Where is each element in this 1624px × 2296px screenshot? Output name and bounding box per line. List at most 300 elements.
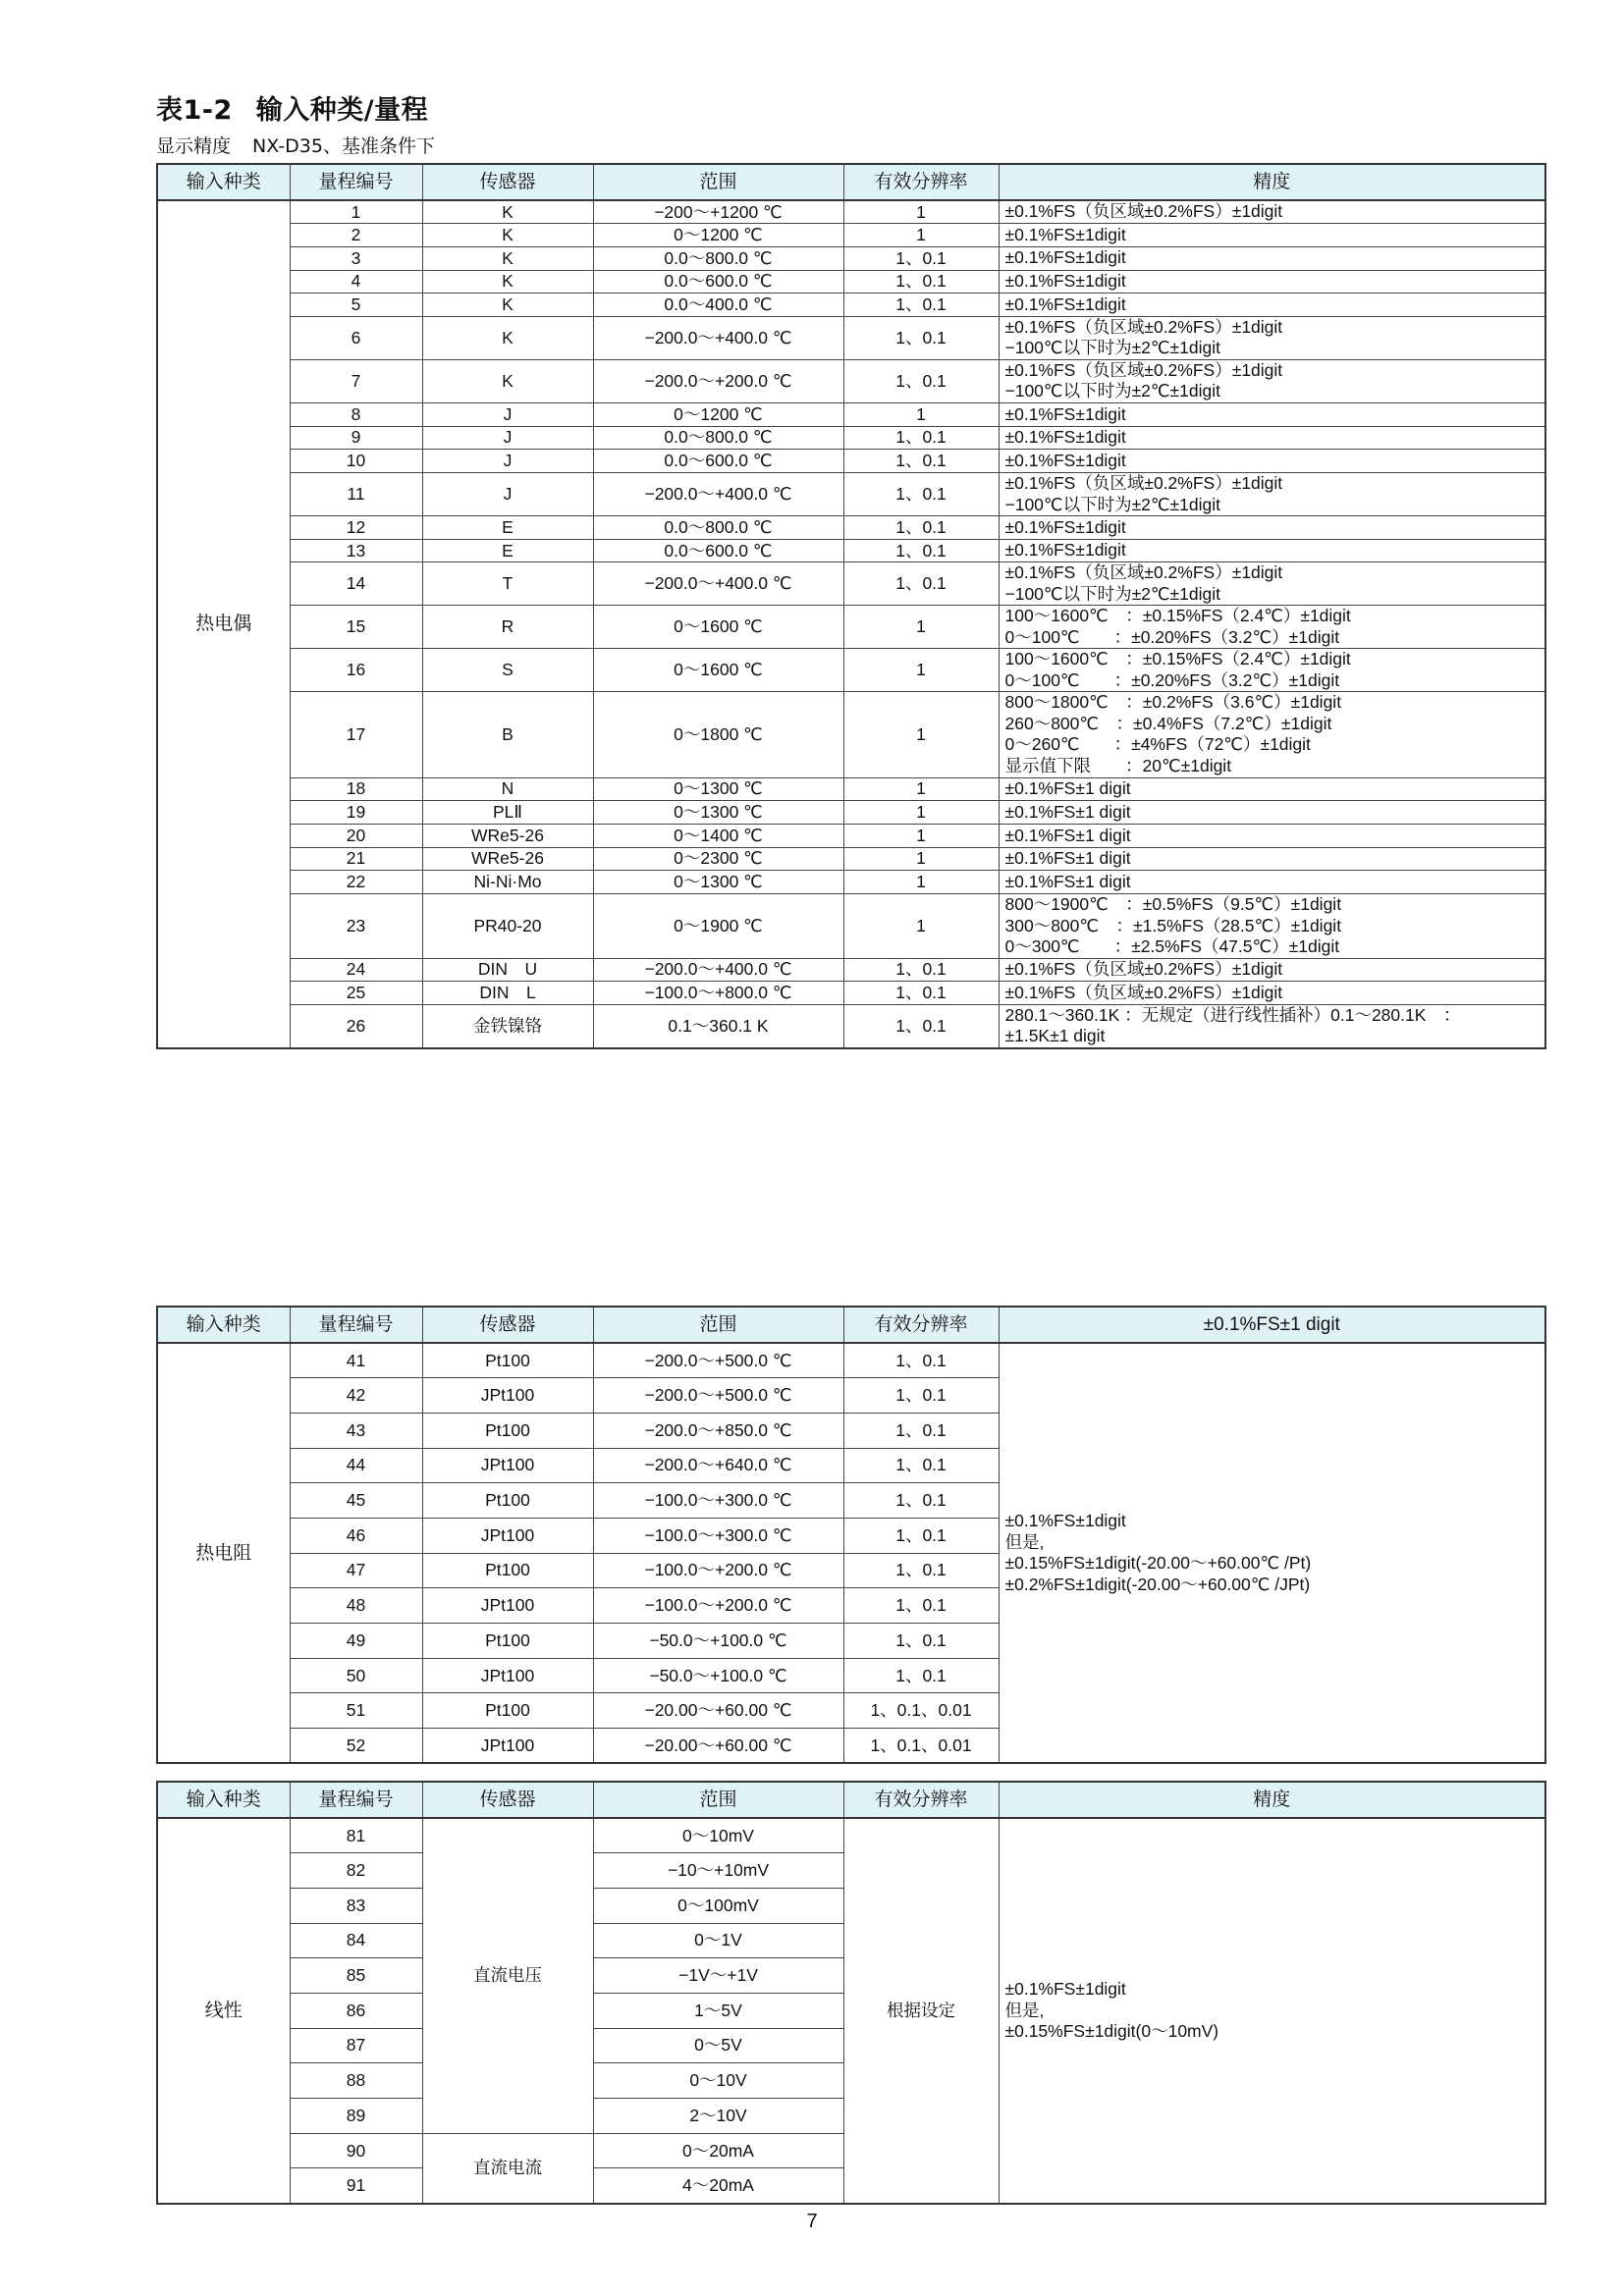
range-cell: 0～20mA (593, 2133, 843, 2168)
range-number-cell: 6 (290, 316, 422, 359)
resolution-cell: 1、0.1 (843, 1004, 999, 1048)
sensor-cell: Pt100 (422, 1483, 593, 1519)
resolution-cell: 1、0.1 (843, 1553, 999, 1588)
table-title-text: 输入种类/量程 (255, 95, 429, 126)
sensor-cell: E (422, 516, 593, 540)
table-row (157, 270, 1545, 294)
range-cell: 2～10V (593, 2099, 843, 2134)
accuracy-line: ±0.1%FS±1digit (1004, 516, 1126, 537)
accuracy-cell (999, 1818, 1545, 2204)
accuracy-cell (999, 801, 1545, 825)
table-row (157, 246, 1545, 270)
range-number-cell: 26 (290, 1004, 422, 1048)
linear-table (156, 1781, 1546, 2205)
resolution-cell: 1、0.1 (843, 516, 999, 540)
table-row (157, 450, 1545, 473)
sensor-cell: JPt100 (422, 1658, 593, 1693)
table-row (157, 777, 1545, 801)
accuracy-line: ±0.1%FS±1 digit (1004, 801, 1131, 822)
resolution-cell: 1、0.1 (843, 562, 999, 606)
accuracy-line: ±0.1%FS±1digit (1004, 271, 1126, 292)
accuracy-line: ±0.1%FS（负区域±0.2%FS）±1digit (1004, 359, 1283, 380)
accuracy-cell (999, 562, 1545, 606)
header-sensor: 传感器 (422, 164, 593, 200)
table-row (157, 606, 1545, 649)
accuracy-line: 100～1600℃ ：±0.15%FS（2.4℃）±1digit (1004, 649, 1351, 669)
range-cell: 4～20mA (593, 2168, 843, 2204)
sensor-cell: S (422, 649, 593, 692)
sensor-cell: Pt100 (422, 1553, 593, 1588)
input-type-cell: 热电偶 (157, 200, 290, 1048)
rtd-table (156, 1306, 1546, 1764)
range-number-cell: 91 (290, 2168, 422, 2204)
accuracy-line: ±0.1%FS±1 digit (1004, 871, 1131, 891)
range-number-cell: 10 (290, 450, 422, 473)
accuracy-line: 0～100℃ ：±0.20%FS（3.2℃）±1digit (1004, 626, 1340, 647)
sensor-cell: WRe5-26 (422, 824, 593, 847)
sensor-cell: 直流电压 (422, 1818, 593, 2133)
table-row (157, 473, 1545, 516)
accuracy-line: 0～260℃ ：±4%FS（72℃）±1digit (1004, 734, 1311, 755)
range-number-cell: 13 (290, 539, 422, 562)
accuracy-line: ±0.1%FS（负区域±0.2%FS）±1digit (1004, 473, 1283, 493)
header-range-number: 量程编号 (290, 1307, 422, 1343)
header-sensor: 传感器 (422, 1782, 593, 1818)
table-row (157, 316, 1545, 359)
range-number-cell: 88 (290, 2063, 422, 2099)
sensor-cell: E (422, 539, 593, 562)
sensor-cell: JPt100 (422, 1378, 593, 1414)
accuracy-cell (999, 516, 1545, 540)
table-row (157, 200, 1545, 224)
table-row (157, 847, 1545, 871)
range-cell: −200.0～+200.0 ℃ (593, 359, 843, 402)
range-number-cell: 1 (290, 200, 422, 224)
resolution-cell: 1、0.1 (843, 1624, 999, 1659)
resolution-cell: 1 (843, 894, 999, 959)
range-number-cell: 51 (290, 1693, 422, 1729)
range-cell: −20.00～+60.00 ℃ (593, 1729, 843, 1764)
sensor-cell: DIN U (422, 958, 593, 982)
accuracy-line: ±0.1%FS±1digit (1004, 1511, 1126, 1531)
accuracy-line: 但是, (1004, 1531, 1045, 1552)
table-row (157, 824, 1545, 847)
header-resolution: 有效分辨率 (843, 1782, 999, 1818)
range-cell: 1～5V (593, 1993, 843, 2028)
accuracy-cell (999, 692, 1545, 777)
accuracy-line: 0～100℃ ：±0.20%FS（3.2℃）±1digit (1004, 669, 1340, 690)
resolution-cell: 1、0.1 (843, 1658, 999, 1693)
range-number-cell: 50 (290, 1658, 422, 1693)
range-number-cell: 24 (290, 958, 422, 982)
range-cell: −1V～+1V (593, 1958, 843, 1994)
range-cell: 0.0～800.0 ℃ (593, 246, 843, 270)
sensor-cell: J (422, 426, 593, 450)
accuracy-cell (999, 958, 1545, 982)
accuracy-line: ±0.1%FS（负区域±0.2%FS）±1digit (1004, 982, 1283, 1002)
range-number-cell: 48 (290, 1588, 422, 1624)
accuracy-cell (999, 316, 1545, 359)
accuracy-cell (999, 847, 1545, 871)
range-number-cell: 22 (290, 871, 422, 894)
header-range-number: 量程编号 (290, 164, 422, 200)
accuracy-cell (999, 224, 1545, 247)
range-number-cell: 14 (290, 562, 422, 606)
range-number-cell: 2 (290, 224, 422, 247)
accuracy-line: ±0.1%FS±1digit (1004, 427, 1126, 448)
sensor-cell: J (422, 473, 593, 516)
table-row (157, 982, 1545, 1005)
resolution-cell: 1、0.1、0.01 (843, 1693, 999, 1729)
sensor-cell: K (422, 294, 593, 317)
range-cell: −20.00～+60.00 ℃ (593, 1693, 843, 1729)
resolution-cell: 1、0.1 (843, 270, 999, 294)
range-number-cell: 42 (290, 1378, 422, 1414)
accuracy-line: −100℃以下时为±2℃±1digit (1004, 494, 1221, 514)
header-accuracy: 精度 (999, 1782, 1545, 1818)
sensor-cell: B (422, 692, 593, 777)
table-header-row (157, 1782, 1545, 1818)
resolution-cell: 1、0.1 (843, 982, 999, 1005)
range-number-cell: 89 (290, 2099, 422, 2134)
range-number-cell: 3 (290, 246, 422, 270)
accuracy-line: 800～1800℃ ：±0.2%FS（3.6℃）±1digit (1004, 692, 1342, 713)
header-resolution: 有效分辨率 (843, 1307, 999, 1343)
range-cell: −200.0～+400.0 ℃ (593, 473, 843, 516)
table-row (157, 1004, 1545, 1048)
range-cell: 0.0～600.0 ℃ (593, 450, 843, 473)
resolution-cell: 1 (843, 801, 999, 825)
range-number-cell: 82 (290, 1853, 422, 1889)
resolution-cell: 1 (843, 224, 999, 247)
range-cell: 0.1～360.1 K (593, 1004, 843, 1048)
sensor-cell: K (422, 359, 593, 402)
accuracy-cell (999, 649, 1545, 692)
range-cell: −100.0～+800.0 ℃ (593, 982, 843, 1005)
range-cell: 0～10V (593, 2063, 843, 2099)
accuracy-line: −100℃以下时为±2℃±1digit (1004, 381, 1221, 401)
sensor-cell: Pt100 (422, 1693, 593, 1729)
header-accuracy: ±0.1%FS±1 digit (999, 1307, 1545, 1343)
range-cell: 0～2300 ℃ (593, 847, 843, 871)
accuracy-cell (999, 294, 1545, 317)
accuracy-cell (999, 606, 1545, 649)
resolution-cell: 1、0.1 (843, 1343, 999, 1378)
range-cell: 0～1200 ℃ (593, 402, 843, 426)
resolution-cell: 1 (843, 871, 999, 894)
resolution-cell: 1 (843, 692, 999, 777)
accuracy-line: 100～1600℃ ：±0.15%FS（2.4℃）±1digit (1004, 606, 1351, 626)
accuracy-line: ±0.1%FS±1 digit (1004, 825, 1131, 845)
range-cell: 0～100mV (593, 1888, 843, 1923)
accuracy-line: ±0.1%FS±1digit (1004, 294, 1126, 314)
accuracy-line: −100℃以下时为±2℃±1digit (1004, 338, 1221, 358)
range-number-cell: 87 (290, 2028, 422, 2063)
range-number-cell: 46 (290, 1518, 422, 1553)
sensor-cell: K (422, 316, 593, 359)
table-row (157, 359, 1545, 402)
range-number-cell: 84 (290, 1923, 422, 1958)
table-row (157, 426, 1545, 450)
range-number-cell: 16 (290, 649, 422, 692)
range-number-cell: 5 (290, 294, 422, 317)
range-cell: 0～1400 ℃ (593, 824, 843, 847)
range-cell: −100.0～+200.0 ℃ (593, 1588, 843, 1624)
resolution-cell: 1、0.1 (843, 1448, 999, 1483)
resolution-cell: 1、0.1 (843, 426, 999, 450)
range-number-cell: 20 (290, 824, 422, 847)
range-cell: 0～1600 ℃ (593, 606, 843, 649)
header-range: 范围 (593, 1307, 843, 1343)
range-cell: −200～+1200 ℃ (593, 200, 843, 224)
table-row (157, 516, 1545, 540)
accuracy-cell (999, 824, 1545, 847)
accuracy-line: 0～300℃ ：±2.5%FS（47.5℃）±1digit (1004, 936, 1340, 956)
range-number-cell: 19 (290, 801, 422, 825)
range-number-cell: 9 (290, 426, 422, 450)
accuracy-line: ±0.1%FS±1digit (1004, 224, 1126, 244)
resolution-cell: 1、0.1 (843, 539, 999, 562)
header-range: 范围 (593, 1782, 843, 1818)
range-number-cell: 21 (290, 847, 422, 871)
range-number-cell: 81 (290, 1818, 422, 1853)
range-number-cell: 83 (290, 1888, 422, 1923)
sensor-cell: K (422, 200, 593, 224)
page-number: 7 (806, 2211, 818, 2232)
accuracy-cell (999, 982, 1545, 1005)
range-number-cell: 11 (290, 473, 422, 516)
sensor-cell: 金铁镍铬 (422, 1004, 593, 1048)
accuracy-line: ±1.5K±1 digit (1004, 1026, 1106, 1046)
sensor-cell: T (422, 562, 593, 606)
range-number-cell: 52 (290, 1729, 422, 1764)
sensor-cell: PLⅡ (422, 801, 593, 825)
accuracy-cell (999, 894, 1545, 959)
accuracy-cell (999, 1343, 1545, 1763)
accuracy-line: ±0.1%FS±1digit (1004, 540, 1126, 561)
accuracy-line: ±0.1%FS±1digit (1004, 450, 1126, 470)
accuracy-line: ±0.1%FS±1 digit (1004, 778, 1131, 799)
header-input-type: 输入种类 (157, 1782, 290, 1818)
range-cell: −50.0～+100.0 ℃ (593, 1624, 843, 1659)
table-row (157, 1818, 1545, 1853)
range-cell: −200.0～+400.0 ℃ (593, 958, 843, 982)
range-cell: −100.0～+200.0 ℃ (593, 1553, 843, 1588)
range-number-cell: 43 (290, 1413, 422, 1448)
range-cell: 0～1600 ℃ (593, 649, 843, 692)
range-cell: −200.0～+500.0 ℃ (593, 1343, 843, 1378)
range-number-cell: 85 (290, 1958, 422, 1994)
range-cell: −100.0～+300.0 ℃ (593, 1483, 843, 1519)
table-row (157, 649, 1545, 692)
sensor-cell: JPt100 (422, 1518, 593, 1553)
sensor-cell: PR40-20 (422, 894, 593, 959)
accuracy-line: 280.1～360.1K ：无规定（进行线性插补）0.1～280.1K ： (1004, 1004, 1461, 1025)
table-title (156, 88, 428, 127)
accuracy-line: ±0.1%FS±1digit (1004, 247, 1126, 268)
table-row (157, 871, 1545, 894)
range-cell: −200.0～+500.0 ℃ (593, 1378, 843, 1414)
table-header-row (157, 1307, 1545, 1343)
table-row (157, 224, 1545, 247)
subtitle-text: NX-D35、基准条件下 (252, 135, 435, 157)
sensor-cell: Pt100 (422, 1624, 593, 1659)
accuracy-line: 显示值下限 ：20℃±1digit (1004, 755, 1232, 775)
header-input-type: 输入种类 (157, 1307, 290, 1343)
table-row (157, 894, 1545, 959)
sensor-cell: 直流电流 (422, 2133, 593, 2203)
range-number-cell: 86 (290, 1993, 422, 2028)
range-cell: −50.0～+100.0 ℃ (593, 1658, 843, 1693)
range-cell: 0.0～400.0 ℃ (593, 294, 843, 317)
range-cell: −200.0～+850.0 ℃ (593, 1413, 843, 1448)
subtitle (156, 132, 435, 158)
resolution-cell: 1 (843, 649, 999, 692)
range-number-cell: 23 (290, 894, 422, 959)
range-cell: −200.0～+400.0 ℃ (593, 562, 843, 606)
range-cell: 0.0～600.0 ℃ (593, 270, 843, 294)
accuracy-cell (999, 777, 1545, 801)
table-row (157, 402, 1545, 426)
accuracy-cell (999, 1004, 1545, 1048)
resolution-cell: 1 (843, 847, 999, 871)
accuracy-line: ±0.1%FS±1digit (1004, 403, 1126, 424)
accuracy-line: −100℃以下时为±2℃±1digit (1004, 583, 1221, 604)
accuracy-cell (999, 270, 1545, 294)
range-cell: 0～1V (593, 1923, 843, 1958)
sensor-cell: Pt100 (422, 1343, 593, 1378)
resolution-cell: 1、0.1 (843, 1413, 999, 1448)
range-cell: 0.0～600.0 ℃ (593, 539, 843, 562)
range-number-cell: 25 (290, 982, 422, 1005)
table-row (157, 692, 1545, 777)
table-row (157, 539, 1545, 562)
sensor-cell: K (422, 224, 593, 247)
sensor-cell: JPt100 (422, 1588, 593, 1624)
table-number: 表1-2 (156, 95, 233, 126)
header-sensor: 传感器 (422, 1307, 593, 1343)
accuracy-cell (999, 539, 1545, 562)
sensor-cell: N (422, 777, 593, 801)
range-number-cell: 45 (290, 1483, 422, 1519)
resolution-cell: 1 (843, 200, 999, 224)
resolution-cell: 1、0.1 (843, 1378, 999, 1414)
accuracy-line: 但是, (1004, 2000, 1045, 2020)
input-type-cell: 热电阻 (157, 1343, 290, 1763)
accuracy-cell (999, 246, 1545, 270)
sensor-cell: K (422, 270, 593, 294)
sensor-cell: Ni-Ni·Mo (422, 871, 593, 894)
range-cell: 0～1300 ℃ (593, 871, 843, 894)
accuracy-line: ±0.1%FS±1digit (1004, 1979, 1126, 2000)
range-cell: 0～10mV (593, 1818, 843, 1853)
resolution-cell: 1、0.1 (843, 450, 999, 473)
range-cell: 0～1800 ℃ (593, 692, 843, 777)
accuracy-cell (999, 359, 1545, 402)
range-number-cell: 47 (290, 1553, 422, 1588)
accuracy-line: ±0.15%FS±1digit(0～10mV) (1004, 2021, 1219, 2042)
header-range-number: 量程编号 (290, 1782, 422, 1818)
range-number-cell: 7 (290, 359, 422, 402)
table-header-row (157, 164, 1545, 200)
resolution-cell: 1、0.1 (843, 958, 999, 982)
resolution-cell: 1、0.1 (843, 246, 999, 270)
accuracy-line: ±0.15%FS±1digit(-20.00～+60.00℃ /Pt) (1004, 1553, 1312, 1574)
accuracy-line: ±0.1%FS±1 digit (1004, 848, 1131, 869)
table-row (157, 562, 1545, 606)
table-row (157, 1343, 1545, 1378)
resolution-cell: 1、0.1 (843, 1588, 999, 1624)
resolution-cell: 1 (843, 824, 999, 847)
resolution-cell: 1、0.1 (843, 359, 999, 402)
accuracy-line: ±0.1%FS（负区域±0.2%FS）±1digit (1004, 201, 1283, 222)
range-cell: 0.0～800.0 ℃ (593, 516, 843, 540)
accuracy-line: 260～800℃ ：±0.4%FS（7.2℃）±1digit (1004, 713, 1332, 733)
resolution-cell: 1 (843, 606, 999, 649)
accuracy-cell (999, 473, 1545, 516)
input-type-cell: 线性 (157, 1818, 290, 2204)
range-number-cell: 15 (290, 606, 422, 649)
range-cell: 0～1900 ℃ (593, 894, 843, 959)
accuracy-line: ±0.2%FS±1digit(-20.00～+60.00℃ /JPt) (1004, 1574, 1311, 1594)
table-row (157, 801, 1545, 825)
range-cell: 0～1200 ℃ (593, 224, 843, 247)
sensor-cell: WRe5-26 (422, 847, 593, 871)
subtitle-label: 显示精度 (156, 135, 232, 157)
sensor-cell: JPt100 (422, 1729, 593, 1764)
range-number-cell: 41 (290, 1343, 422, 1378)
resolution-cell: 1、0.1 (843, 473, 999, 516)
sensor-cell: JPt100 (422, 1448, 593, 1483)
accuracy-cell (999, 200, 1545, 224)
header-resolution: 有效分辨率 (843, 164, 999, 200)
sensor-cell: Pt100 (422, 1413, 593, 1448)
range-cell: 0～1300 ℃ (593, 777, 843, 801)
accuracy-cell (999, 402, 1545, 426)
resolution-cell: 1、0.1、0.01 (843, 1729, 999, 1764)
accuracy-line: ±0.1%FS（负区域±0.2%FS）±1digit (1004, 316, 1283, 337)
header-range: 范围 (593, 164, 843, 200)
sensor-cell: J (422, 402, 593, 426)
table-row (157, 294, 1545, 317)
header-input-type: 输入种类 (157, 164, 290, 200)
range-cell: −10～+10mV (593, 1853, 843, 1889)
range-number-cell: 49 (290, 1624, 422, 1659)
range-cell: 0～1300 ℃ (593, 801, 843, 825)
sensor-cell: DIN L (422, 982, 593, 1005)
range-number-cell: 90 (290, 2133, 422, 2168)
thermocouple-table (156, 163, 1546, 1049)
accuracy-line: ±0.1%FS（负区域±0.2%FS）±1digit (1004, 959, 1283, 980)
range-number-cell: 12 (290, 516, 422, 540)
header-accuracy: 精度 (999, 164, 1545, 200)
accuracy-line: ±0.1%FS（负区域±0.2%FS）±1digit (1004, 562, 1283, 583)
range-cell: −100.0～+300.0 ℃ (593, 1518, 843, 1553)
resolution-cell: 1 (843, 402, 999, 426)
resolution-cell: 1、0.1 (843, 316, 999, 359)
resolution-cell: 根据设定 (843, 1818, 999, 2204)
range-number-cell: 18 (290, 777, 422, 801)
accuracy-cell (999, 450, 1545, 473)
accuracy-cell (999, 426, 1545, 450)
range-cell: −200.0～+400.0 ℃ (593, 316, 843, 359)
accuracy-cell (999, 871, 1545, 894)
resolution-cell: 1、0.1 (843, 1483, 999, 1519)
range-number-cell: 8 (290, 402, 422, 426)
sensor-cell: K (422, 246, 593, 270)
range-cell: 0～5V (593, 2028, 843, 2063)
resolution-cell: 1、0.1 (843, 1518, 999, 1553)
